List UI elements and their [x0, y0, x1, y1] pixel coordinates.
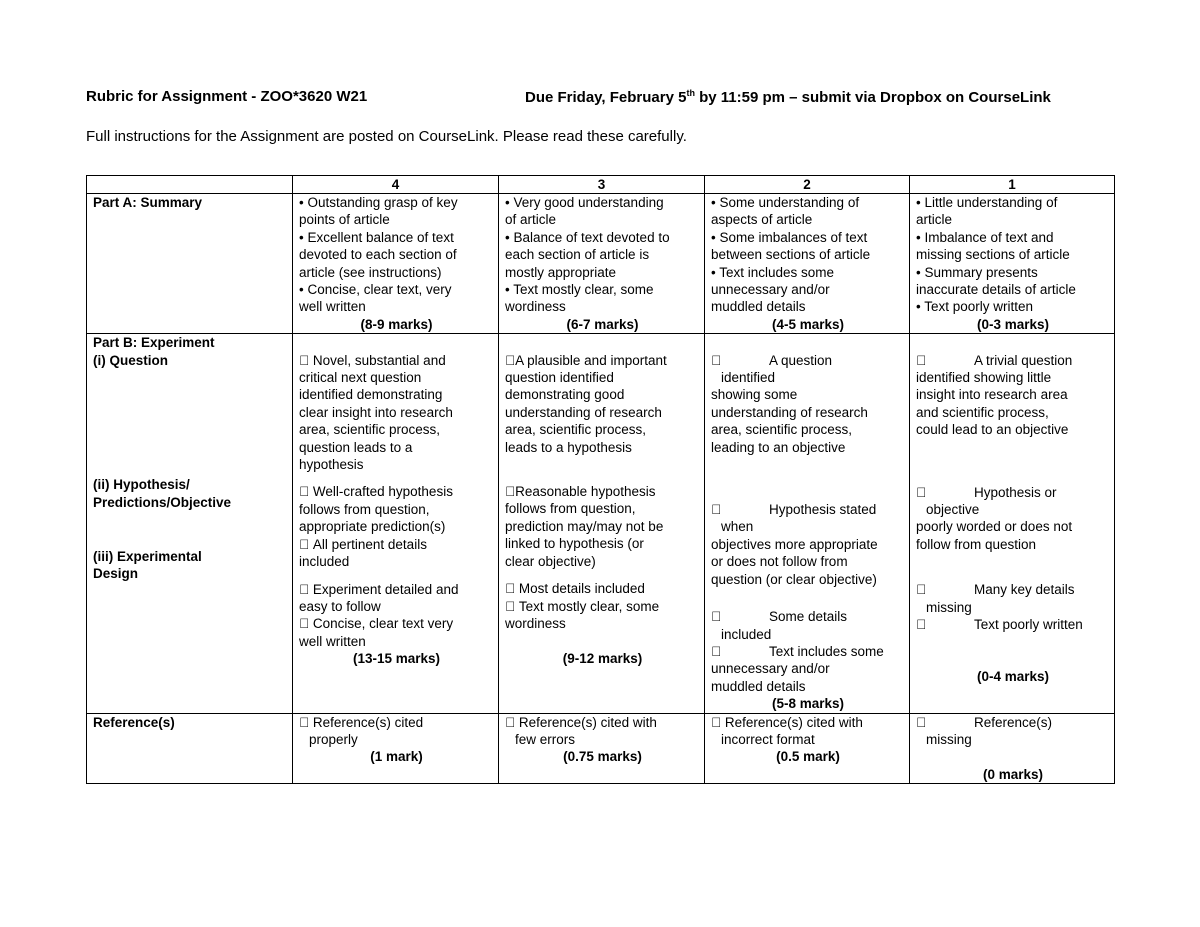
instructions-text: Full instructions for the Assignment are posted on CourseLink. Please read these carefully. [86, 128, 687, 145]
spacer [93, 456, 288, 473]
spacer [93, 386, 288, 403]
due-date-text: Due Friday, February 5 [525, 89, 687, 106]
header-row [87, 176, 1115, 194]
text-line: demonstrating good [505, 387, 625, 403]
text-line: could lead to an objective [916, 422, 1069, 438]
cell-ref-2 [705, 713, 910, 784]
bullet-box-icon [711, 643, 721, 660]
text-line: leading to an objective [711, 439, 846, 455]
text-line: included [721, 626, 772, 642]
text-line: or does not follow from [711, 554, 848, 570]
text-line: area, scientific process, [711, 422, 853, 438]
text-line: well written [299, 299, 366, 315]
cell-a-2 [705, 194, 910, 334]
text-line: • Little understanding of [916, 195, 1058, 210]
hypothesis-heading-2: Predictions/Objective [93, 494, 232, 510]
marks-label: (13-15 marks) [352, 651, 441, 667]
text-fragment: Some details [769, 609, 848, 625]
text-line: • Concise, clear text, very [299, 282, 452, 298]
text-line: All pertinent details [299, 536, 414, 552]
text-line: • Outstanding grasp of key [299, 195, 458, 210]
text-line [916, 352, 1110, 369]
text-line [711, 352, 905, 369]
text-line: identified [721, 370, 776, 386]
rubric-table [86, 175, 1115, 784]
cell-a-1 [910, 194, 1115, 334]
header-cell-1: 1 [910, 176, 1115, 194]
text-line: Well-crafted hypothesis [299, 484, 440, 500]
text-line: unnecessary and/or [711, 282, 830, 298]
text-line [916, 714, 1110, 731]
text-line: included [299, 554, 350, 570]
marks-label: (6-7 marks) [566, 316, 639, 332]
text-fragment: Many key details [974, 582, 1075, 598]
text-line [916, 616, 1110, 633]
row-label-part-b [87, 334, 293, 713]
text-fragment: Text includes some [769, 643, 884, 659]
text-line: Reasonable hypothesis [505, 484, 646, 500]
text-fragment: A question [769, 352, 833, 368]
text-line: poorly worded or does not [916, 519, 1073, 535]
header-cell-empty [87, 176, 293, 194]
text-line: Text mostly clear, some [505, 598, 646, 614]
text-line: follows from question, [505, 501, 636, 517]
marks-label: (1 mark) [370, 749, 423, 765]
spacer [93, 511, 288, 528]
text-line: Most details included [505, 581, 632, 597]
text-line [711, 608, 905, 625]
cell-b-3 [499, 334, 705, 713]
text-line: incorrect format [721, 731, 815, 747]
text-line: Reference(s) cited with [505, 714, 644, 730]
bullet-box-icon [916, 714, 926, 731]
bullet-box-icon [711, 608, 721, 625]
text-line: linked to hypothesis (or [505, 536, 644, 552]
spacer [916, 334, 1110, 351]
spacer [299, 334, 494, 351]
cell-a-4 [293, 194, 499, 334]
rubric-title: Rubric for Assignment - ZOO*3620 W21 [86, 88, 368, 105]
marks-label: (0-4 marks) [976, 668, 1050, 684]
text-line: objectives more appropriate [711, 536, 878, 552]
marks-label: (9-12 marks) [562, 650, 643, 666]
text-line: question leads to a [299, 439, 413, 455]
marks-label: (0.75 marks) [563, 749, 642, 765]
due-date-superscript: th [686, 88, 695, 98]
text-line: aspects of article [711, 212, 813, 228]
text-line: leads to a hypothesis [505, 439, 632, 455]
row-part-a [87, 194, 1115, 334]
row-label-part-a: Part A: Summary [87, 194, 293, 334]
question-heading: (i) Question [93, 352, 168, 368]
text-line: • Text poorly written [916, 299, 1034, 315]
text-line: and scientific process, [916, 404, 1049, 420]
due-date-rest: by 11:59 pm – submit via Dropbox on CourseLink [694, 89, 1051, 106]
spacer [916, 634, 1110, 651]
marks-label: (0-3 marks) [976, 316, 1050, 332]
text-line: missing [926, 731, 972, 747]
text-line: objective [926, 502, 980, 518]
text-fragment: Text poorly written [974, 617, 1083, 633]
text-line: clear objective) [505, 553, 596, 569]
due-date-line [525, 88, 1051, 106]
text-line [711, 501, 905, 518]
text-line: when [721, 519, 754, 535]
text-line: Concise, clear text very [299, 616, 440, 632]
bullet-box-icon [916, 352, 926, 369]
text-line: hypothesis [299, 457, 364, 473]
part-b-heading: Part B: Experiment [93, 335, 215, 351]
text-line: insight into research area [916, 387, 1068, 403]
text-line: follow from question [916, 536, 1037, 552]
text-fragment: Hypothesis stated [769, 502, 877, 518]
spacer [93, 421, 288, 438]
text-line: article [916, 212, 953, 228]
text-line [916, 581, 1110, 598]
text-line: well written [299, 633, 366, 649]
row-references [87, 713, 1115, 784]
text-line: A plausible and important [505, 352, 657, 368]
marks-label: (5-8 marks) [771, 696, 845, 712]
design-heading-2: Design [93, 566, 139, 582]
text-line: • Imbalance of text and [916, 229, 1054, 245]
text-line: • Balance of text devoted to [505, 229, 670, 245]
text-fragment: A trivial question [974, 352, 1073, 368]
spacer [711, 334, 905, 351]
cell-b-1 [910, 334, 1115, 713]
text-line: unnecessary and/or [711, 661, 830, 677]
text-line: Experiment detailed and [299, 581, 445, 597]
text-line: critical next question [299, 370, 422, 386]
text-line: • Some imbalances of text [711, 229, 868, 245]
spacer [916, 748, 1110, 765]
spacer [505, 334, 700, 351]
text-line: each section of article is [505, 247, 650, 263]
text-line: Reference(s) cited with [711, 714, 850, 730]
row-part-b [87, 334, 1115, 713]
cell-b-4 [293, 334, 499, 713]
text-line: few errors [515, 731, 576, 747]
text-line: muddled details [711, 299, 806, 315]
text-line: question (or clear objective) [711, 571, 877, 587]
text-line: • Summary presents [916, 264, 1038, 280]
spacer [93, 404, 288, 421]
spacer [93, 439, 288, 456]
marks-label: (0 marks) [982, 766, 1044, 782]
text-line: appropriate prediction(s) [299, 519, 446, 535]
text-line: wordiness [505, 615, 566, 631]
text-line: identified showing little [916, 370, 1052, 386]
text-line: easy to follow [299, 598, 381, 614]
text-line: missing [926, 599, 972, 615]
text-line: • Excellent balance of text [299, 229, 454, 245]
spacer [93, 369, 288, 386]
bullet-box-icon [711, 501, 721, 518]
text-line: wordiness [505, 299, 566, 315]
text-fragment: Hypothesis or [974, 484, 1057, 500]
spacer [505, 632, 700, 649]
text-line: follows from question, [299, 501, 430, 517]
row-label-references: Reference(s) [87, 713, 293, 784]
cell-ref-1 [910, 713, 1115, 784]
cell-a-3 [499, 194, 705, 334]
text-line: question identified [505, 370, 614, 386]
text-line: • Text includes some [711, 264, 835, 280]
text-line: points of article [299, 212, 390, 228]
cell-ref-4 [293, 713, 499, 784]
cell-b-2 [705, 334, 910, 713]
bullet-box-icon [916, 484, 926, 501]
text-line: between sections of article [711, 247, 871, 263]
text-line: • Text mostly clear, some [505, 282, 654, 298]
marks-label: (8-9 marks) [360, 316, 433, 332]
bullet-box-icon [916, 581, 926, 598]
text-line: understanding of research [711, 404, 868, 420]
text-line: devoted to each section of [299, 247, 457, 263]
text-line: Reference(s) cited [299, 714, 410, 730]
text-line: clear insight into research [299, 404, 453, 420]
text-line: mostly appropriate [505, 264, 617, 280]
text-line [916, 484, 1110, 501]
spacer [93, 529, 288, 546]
text-line: properly [309, 731, 358, 747]
text-line [711, 643, 905, 660]
bullet-box-icon [916, 616, 926, 633]
text-line: prediction may/may not be [505, 518, 664, 534]
marks-label: (0.5 mark) [776, 749, 840, 765]
text-line: Novel, substantial and [299, 352, 432, 368]
text-line: missing sections of article [916, 247, 1070, 263]
text-line: inaccurate details of article [916, 282, 1076, 298]
text-line: identified demonstrating [299, 387, 443, 403]
text-line: article (see instructions) [299, 264, 442, 280]
design-heading: (iii) Experimental [93, 549, 202, 564]
text-fragment: Reference(s) [974, 714, 1053, 730]
text-line: • Some understanding of [711, 195, 860, 210]
cell-ref-3 [499, 713, 705, 784]
bullet-box-icon [711, 352, 721, 369]
header-cell-2: 2 [705, 176, 910, 194]
header-cell-4: 4 [293, 176, 499, 194]
text-line: muddled details [711, 678, 806, 694]
text-line: area, scientific process, [299, 422, 441, 438]
text-line: understanding of research [505, 404, 662, 420]
header-cell-3: 3 [499, 176, 705, 194]
text-line: showing some [711, 387, 798, 403]
hypothesis-heading: (ii) Hypothesis/ [93, 477, 190, 493]
text-line: • Very good understanding [505, 195, 664, 210]
marks-label: (4-5 marks) [771, 316, 845, 332]
text-line: area, scientific process, [505, 422, 647, 438]
text-line: of article [505, 212, 557, 228]
